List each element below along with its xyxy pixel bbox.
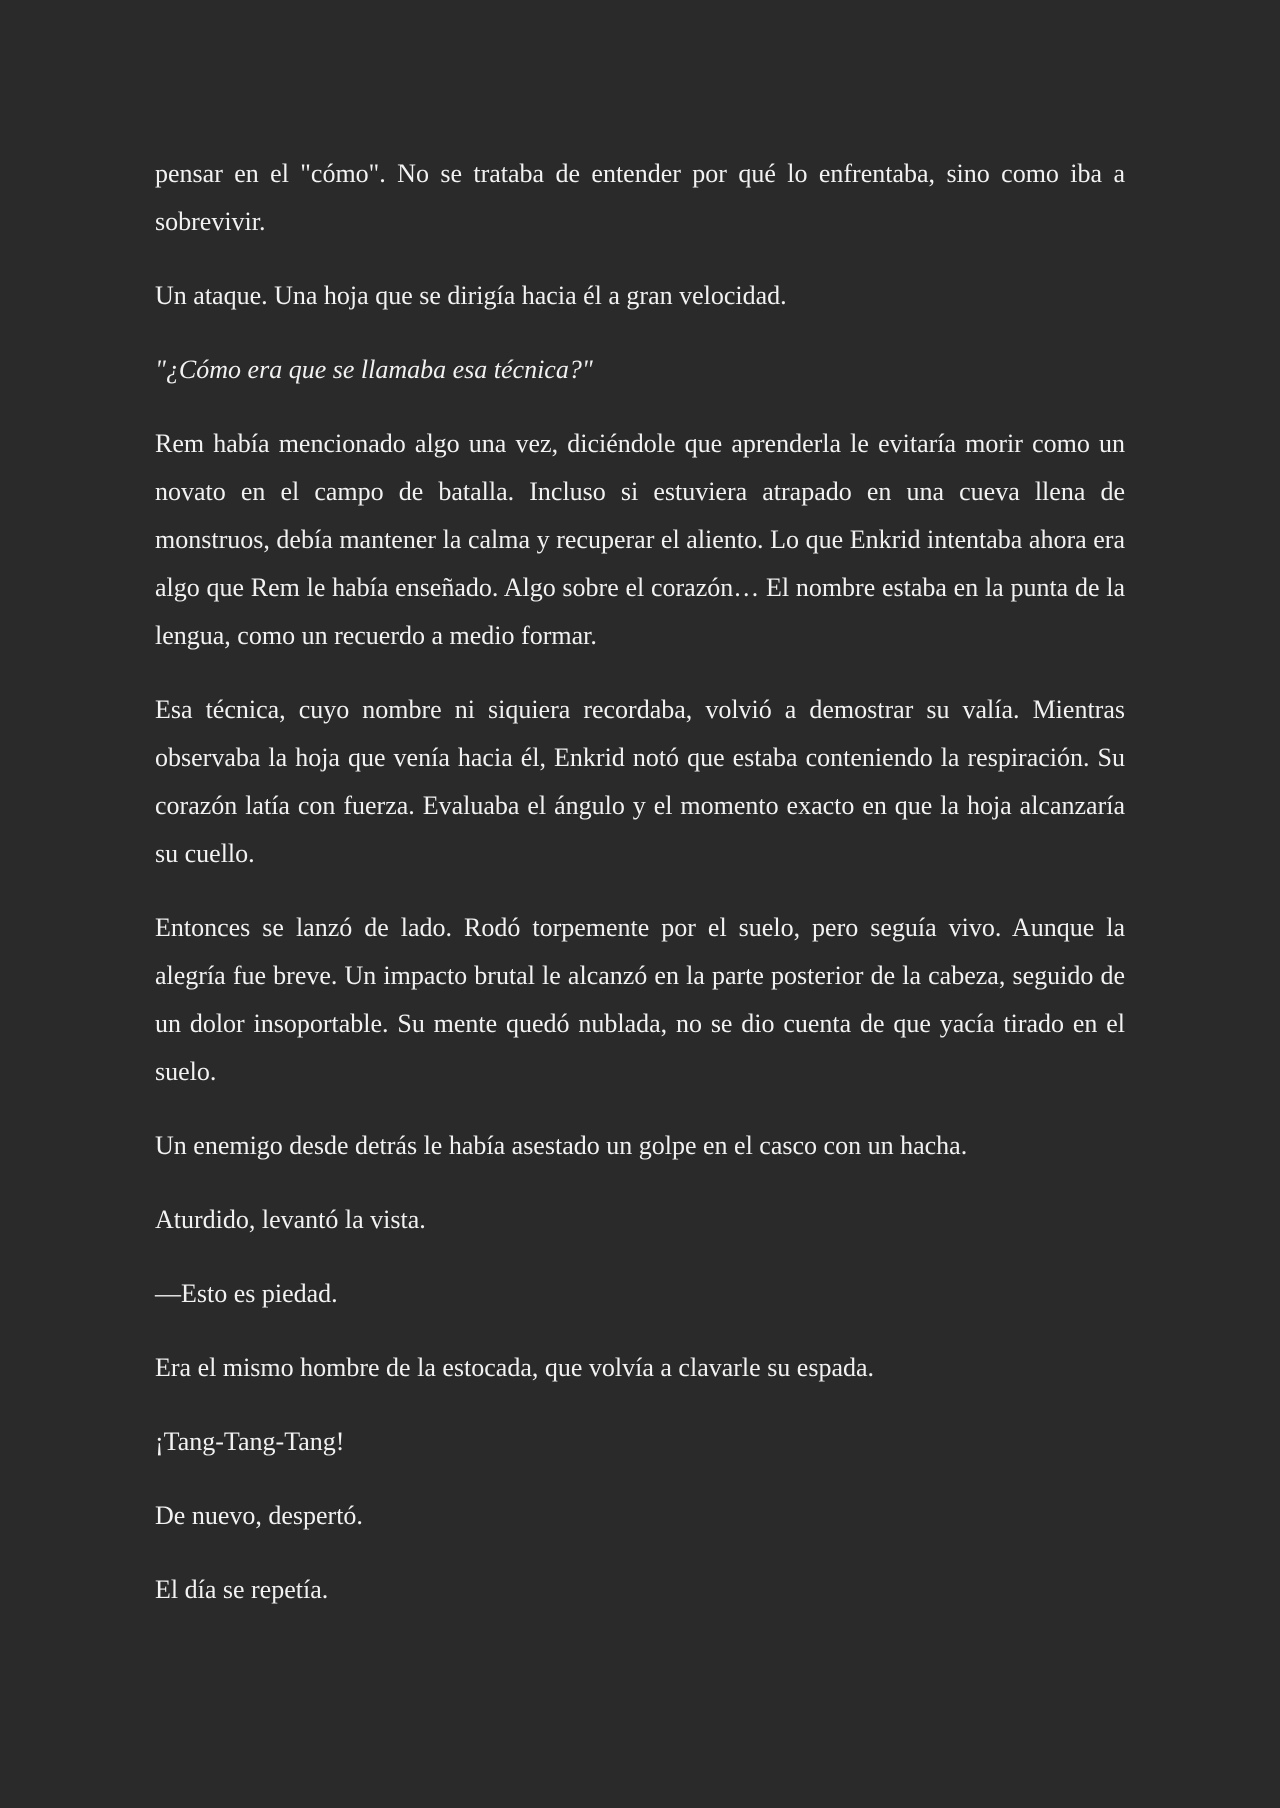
paragraph-thought: "¿Cómo era que se llamaba esa técnica?" bbox=[155, 355, 593, 384]
paragraph: Rem había mencionado algo una vez, diciéndole que aprenderla le evitaría morir como un novato en el campo de batalla. Incluso si estuviera atrapado en una cueva llena de monstruos, debía mantener la calma y recuperar el aliento. Lo que Enkrid intentaba ahora era algo que Rem le había enseñado. Algo sobre el corazón… El nombre estaba en la punta de la lengua, como un recuerdo a medio formar. bbox=[155, 429, 1125, 650]
paragraph: pensar en el "cómo". No se trataba de entender por qué lo enfrentaba, sino como iba a sobrevivir. bbox=[155, 159, 1125, 236]
paragraph: Esa técnica, cuyo nombre ni siquiera recordaba, volvió a demostrar su valía. Mientras observaba la hoja que venía hacia él, Enkrid notó que estaba conteniendo la respiración. Su corazón latía con fuerza. Evaluaba el ángulo y el momento exacto en que la hoja alcanzaría su cuello. bbox=[155, 695, 1125, 868]
paragraph-sound-effect: ¡Tang-Tang-Tang! bbox=[155, 1427, 345, 1456]
paragraph: Aturdido, levantó la vista. bbox=[155, 1205, 426, 1234]
chapter-text bbox=[155, 150, 1125, 1614]
paragraph: El día se repetía. bbox=[155, 1575, 329, 1604]
paragraph: De nuevo, despertó. bbox=[155, 1501, 363, 1530]
paragraph: Un ataque. Una hoja que se dirigía hacia él a gran velocidad. bbox=[155, 281, 787, 310]
paragraph-dialogue: —Esto es piedad. bbox=[155, 1279, 338, 1308]
paragraph: Un enemigo desde detrás le había asestado un golpe en el casco con un hacha. bbox=[155, 1131, 968, 1160]
paragraph: Entonces se lanzó de lado. Rodó torpemente por el suelo, pero seguía vivo. Aunque la alegría fue breve. Un impacto brutal le alcanzó en la parte posterior de la cabeza, seguido de un dolor insoportable. Su mente quedó nublada, no se dio cuenta de que yacía tirado en el suelo. bbox=[155, 913, 1125, 1086]
paragraph: Era el mismo hombre de la estocada, que volvía a clavarle su espada. bbox=[155, 1353, 875, 1382]
